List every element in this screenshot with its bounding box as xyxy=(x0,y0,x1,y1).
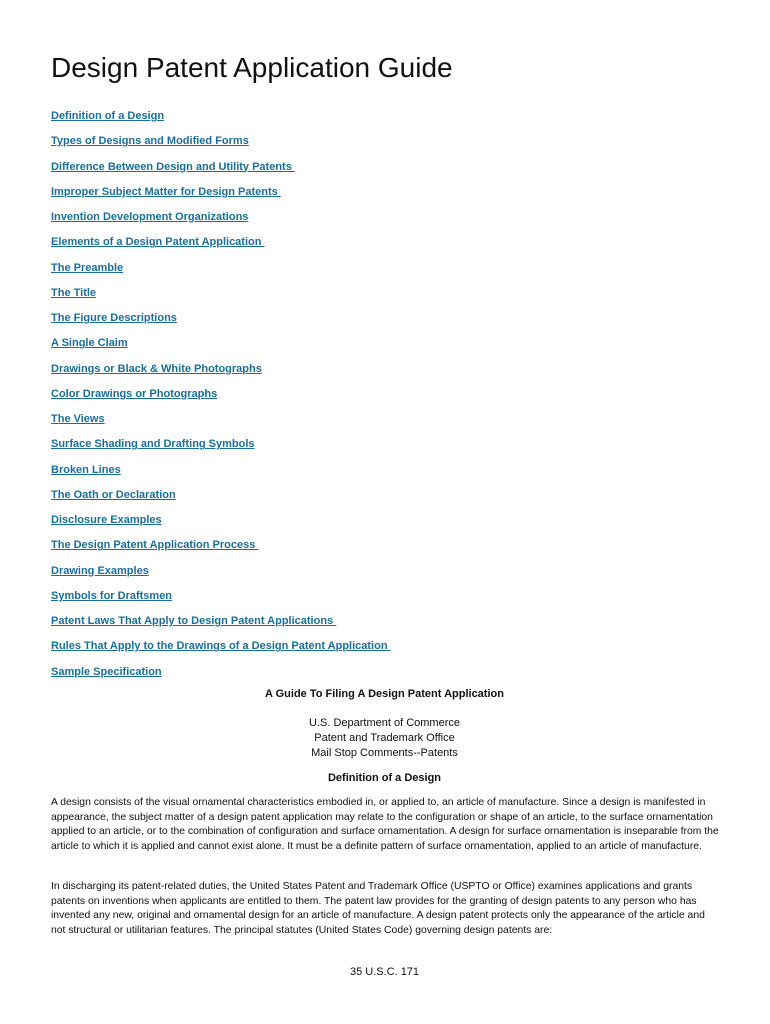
toc-link-drawings-bw-photographs[interactable]: Drawings or Black & White Photographs xyxy=(51,362,262,375)
statute-label: 35 U.S.C. 171 xyxy=(349,966,420,978)
toc-item xyxy=(51,460,391,485)
toc-item xyxy=(51,611,391,636)
toc-item xyxy=(51,409,391,434)
toc-item xyxy=(51,384,391,409)
address-line: Patent and Trademark Office xyxy=(314,732,455,744)
address-line: U.S. Department of Commerce xyxy=(309,717,460,729)
toc-item xyxy=(51,535,391,560)
toc-item xyxy=(51,283,391,308)
toc-item xyxy=(51,106,391,131)
toc-item xyxy=(51,510,391,535)
toc-item xyxy=(51,561,391,586)
toc-item xyxy=(51,232,391,257)
toc-item xyxy=(51,359,391,384)
toc-link-broken-lines[interactable]: Broken Lines xyxy=(51,463,121,476)
toc-link-drawing-examples[interactable]: Drawing Examples xyxy=(51,564,149,577)
toc-link-sample-specification[interactable]: Sample Specification xyxy=(51,665,162,678)
toc-item xyxy=(51,636,391,661)
toc-link-figure-descriptions[interactable]: The Figure Descriptions xyxy=(51,312,177,324)
toc-item xyxy=(51,157,391,182)
guide-heading: A Guide To Filing A Design Patent Application xyxy=(265,688,504,700)
toc-link-symbols-for-draftsmen[interactable]: Symbols for Draftsmen xyxy=(51,589,173,602)
toc-item xyxy=(51,485,391,510)
toc-item xyxy=(51,207,391,232)
toc-item xyxy=(51,182,391,207)
toc-link-drawing-rules[interactable]: Rules That Apply to the Drawings of a Design Patent Application xyxy=(51,640,391,653)
toc-item xyxy=(51,434,391,459)
toc-link-design-vs-utility[interactable]: Difference Between Design and Utility Patents xyxy=(51,160,295,173)
toc-link-surface-shading[interactable]: Surface Shading and Drafting Symbols xyxy=(51,438,255,451)
toc-link-views[interactable]: The Views xyxy=(51,413,105,425)
toc-item xyxy=(51,131,391,156)
toc-link-definition-of-a-design[interactable]: Definition of a Design xyxy=(51,110,165,122)
toc-link-elements-of-application[interactable]: Elements of a Design Patent Application xyxy=(51,236,265,249)
toc-link-title[interactable]: The Title xyxy=(51,286,97,299)
toc-link-patent-laws[interactable]: Patent Laws That Apply to Design Patent Applications xyxy=(51,615,337,627)
toc-item xyxy=(51,333,391,358)
toc-link-types-of-designs[interactable]: Types of Designs and Modified Forms xyxy=(51,135,249,148)
toc-link-preamble[interactable]: The Preamble xyxy=(51,261,124,274)
toc-link-single-claim[interactable]: A Single Claim xyxy=(51,337,128,350)
address-block xyxy=(51,716,718,761)
toc-link-color-drawings[interactable]: Color Drawings or Photographs xyxy=(51,387,218,400)
toc-link-application-process[interactable]: The Design Patent Application Process xyxy=(51,539,259,552)
toc-link-improper-subject-matter[interactable]: Improper Subject Matter for Design Patents xyxy=(51,185,281,198)
body-paragraph: In discharging its patent-related duties, the United States Patent and Trademark Office (USPTO or Office) examines applications and grants patents on inventions when applicants are entitled to them. The patent law provides for the granting of design patents to any person who has invented any new, original and ornamental design for an article of manufacture. A design patent protects only the appearance of the article and not structural or utilitarian features. The principal statutes (United States Code) governing design patents are: xyxy=(51,881,705,937)
address-line: Mail Stop Comments--Patents xyxy=(311,747,458,759)
toc-link-oath-declaration[interactable]: The Oath or Declaration xyxy=(51,488,176,501)
section-heading: Definition of a Design xyxy=(327,772,442,784)
toc-item xyxy=(51,586,391,611)
table-of-contents xyxy=(51,106,391,687)
toc-item xyxy=(51,258,391,283)
toc-item xyxy=(51,662,391,687)
toc-link-disclosure-examples[interactable]: Disclosure Examples xyxy=(51,514,162,526)
toc-link-invention-development[interactable]: Invention Development Organizations xyxy=(51,211,249,223)
page-title: Design Patent Application Guide xyxy=(51,52,453,83)
body-paragraph: A design consists of the visual ornamental characteristics embodied in, or applied to, an article of manufacture. Since a design is manifested in appearance, the subject matter of a design patent application may relate to the configuration or shape of an article, to the surface ornamentation applied to an article, or to the combination of configuration and surface ornamentation. A design for surface ornamentation is inseparable from the article to which it is applied and cannot exist alone. It must be a definite pattern of surface ornamentation, applied to an article of manufacture. xyxy=(51,797,719,853)
toc-item xyxy=(51,308,391,333)
